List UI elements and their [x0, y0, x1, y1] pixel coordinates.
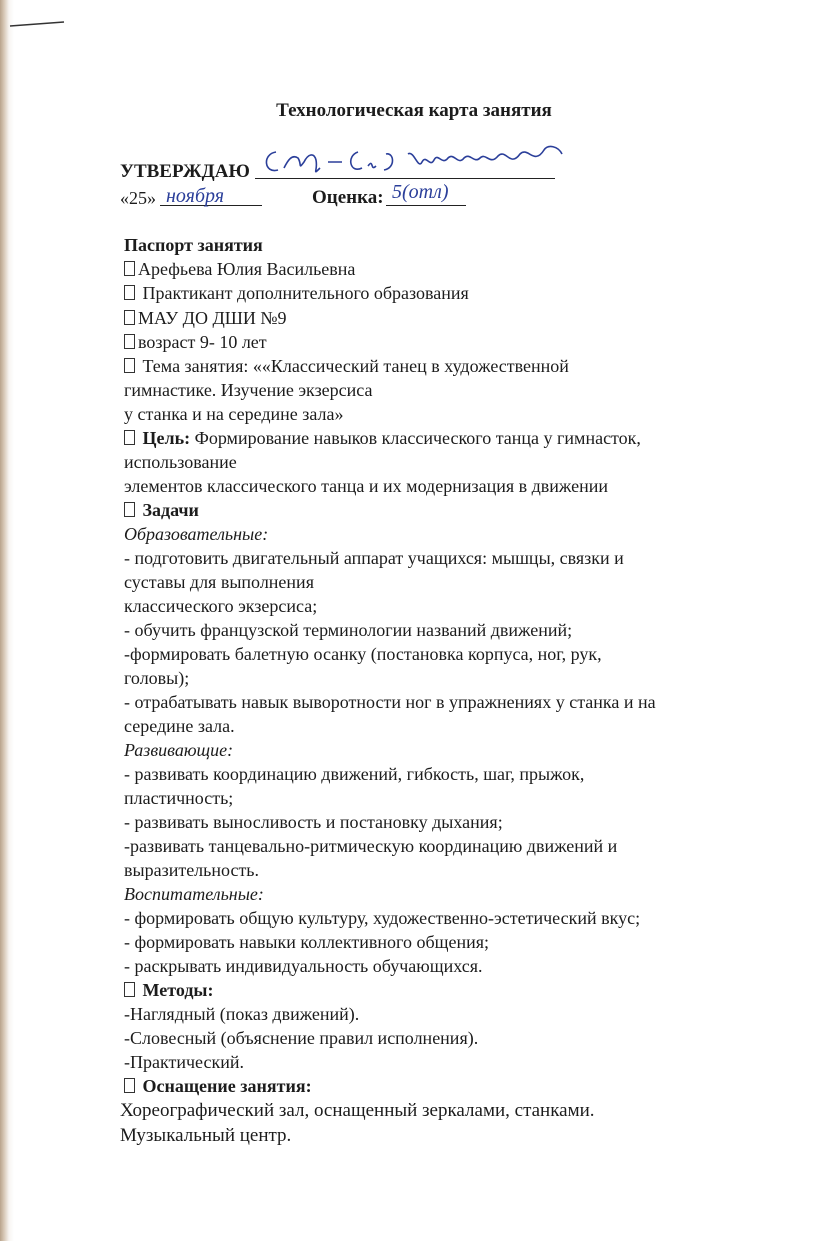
date-month: ноября: [166, 185, 225, 207]
checkbox-icon: [124, 285, 135, 300]
passport-goal-line2: использование: [124, 452, 237, 472]
checkbox-icon: [124, 502, 135, 517]
tasks-dev-item: - развивать координацию движений, гибкость, шаг, прыжок,: [124, 764, 585, 784]
passport-age: возраст 9- 10 лет: [124, 330, 267, 354]
equipment-heading: Оснащение занятия:: [124, 1074, 312, 1098]
tasks-edu-item: - отрабатывать навык выворотности ног в упражнениях у станка и на: [124, 692, 656, 712]
tasks-edu-item: -формировать балетную осанку (постановка корпуса, ног, рук,: [124, 644, 602, 664]
checkbox-icon: [124, 982, 135, 997]
passport-topic-line2: гимнастике. Изучение экзерсиса: [124, 380, 373, 400]
checkbox-icon: [124, 430, 135, 445]
methods-heading: Методы:: [124, 978, 213, 1002]
passport-heading: Паспорт занятия: [124, 235, 263, 255]
passport-name: Арефьева Юлия Васильевна: [124, 257, 355, 281]
tasks-upb-heading: Воспитательные:: [124, 884, 264, 904]
passport-topic-line3: у станка и на середине зала»: [124, 404, 344, 424]
checkbox-icon: [124, 1078, 135, 1093]
grade-line: [386, 205, 466, 206]
passport-position: Практикант дополнительного образования: [124, 281, 469, 305]
tasks-edu-heading: Образовательные:: [124, 524, 269, 544]
tasks-edu-item: середине зала.: [124, 716, 235, 736]
checkbox-icon: [124, 358, 135, 373]
tasks-heading: Задачи: [124, 498, 199, 522]
tasks-edu-item: - подготовить двигательный аппарат учащихся: мышцы, связки и: [124, 548, 624, 568]
passport-goal: Цель: Формирование навыков классического танца у гимнасток,: [124, 426, 641, 450]
tasks-edu-item: головы);: [124, 668, 190, 688]
tasks-dev-item: пластичность;: [124, 788, 234, 808]
pen-stroke-mark: [8, 14, 68, 34]
methods-item: -Практический.: [124, 1052, 244, 1072]
tasks-edu-item: суставы для выполнения: [124, 572, 314, 592]
passport-school: МАУ ДО ДШИ №9: [124, 306, 287, 330]
checkbox-icon: [124, 261, 135, 276]
tasks-dev-item: - развивать выносливость и постановку дыхания;: [124, 812, 503, 832]
tasks-edu-item: - обучить французской терминологии названий движений;: [124, 620, 573, 640]
tasks-dev-item: -развивать танцевально-ритмическую координацию движений и: [124, 836, 618, 856]
grade-value: 5(отл): [392, 181, 449, 203]
tasks-dev-heading: Развивающие:: [124, 740, 234, 760]
tasks-upb-item: - раскрывать индивидуальность обучающихся.: [124, 956, 483, 976]
methods-item: -Наглядный (показ движений).: [124, 1004, 360, 1024]
equipment-line2: Музыкальный центр.: [120, 1125, 292, 1146]
tasks-upb-item: - формировать общую культуру, художественно-эстетический вкус;: [124, 908, 641, 928]
date-day: «25»: [120, 188, 156, 208]
passport-goal-line3: элементов классического танца и их модернизация в движении: [124, 476, 608, 496]
checkbox-icon: [124, 334, 135, 349]
checkbox-icon: [124, 310, 135, 325]
approve-label: УТВЕРЖДАЮ: [120, 161, 250, 182]
tasks-edu-item: классического экзерсиса;: [124, 596, 318, 616]
equipment-line1: Хореографический зал, оснащенный зеркалами, станками.: [120, 1100, 595, 1121]
passport-topic: Тема занятия: ««Классический танец в художественной: [124, 354, 569, 378]
grade-label: Оценка:: [312, 187, 384, 208]
methods-item: -Словесный (объяснение правил исполнения).: [124, 1028, 479, 1048]
tasks-dev-item: выразительность.: [124, 860, 260, 880]
page-title: Технологическая карта занятия: [276, 100, 552, 121]
tasks-upb-item: - формировать навыки коллективного общения;: [124, 932, 490, 952]
handwritten-signature: [258, 140, 578, 182]
